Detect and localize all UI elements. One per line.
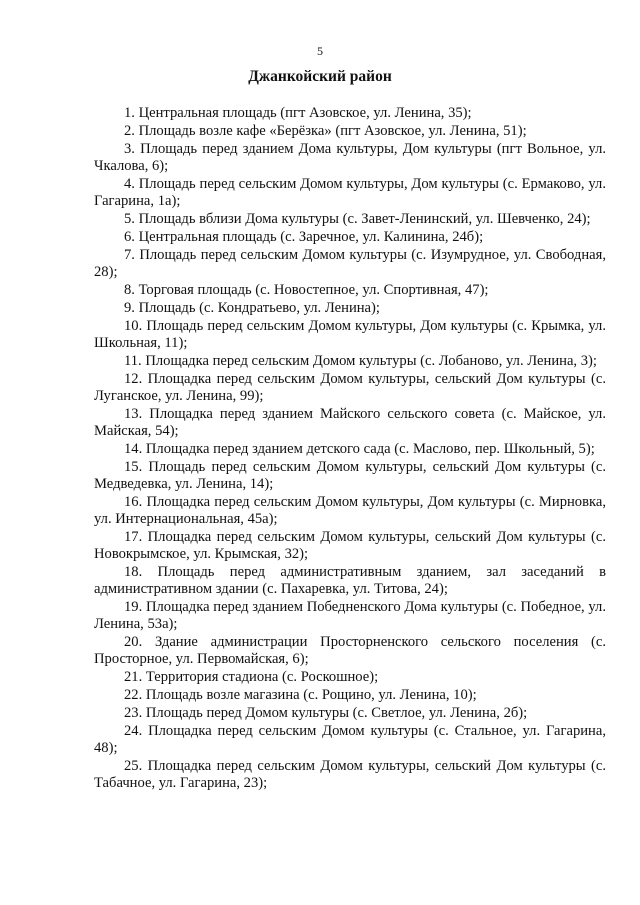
list-item: 12. Площадка перед сельским Домом культуры, сельский Дом культуры (с. Луганское, ул. Ленина, 99); [94, 371, 606, 404]
list-item: 2. Площадь возле кафе «Берёзка» (пгт Азовское, ул. Ленина, 51); [124, 123, 527, 139]
list-item: 13. Площадка перед зданием Майского сельского совета (с. Майское, ул. Майская, 54); [94, 406, 606, 439]
page-number: 5 [317, 44, 323, 58]
list-item: 21. Территория стадиона (с. Роскошное); [124, 669, 379, 685]
list-item: 23. Площадь перед Домом культуры (с. Светлое, ул. Ленина, 2б); [124, 705, 528, 721]
list-item: 16. Площадка перед сельским Домом культуры, Дом культуры (с. Мирновка, ул. Интернациональная, 45а); [94, 494, 606, 527]
list-item: 3. Площадь перед зданием Дома культуры, Дом культуры (пгт Вольное, ул. Чкалова, 6); [94, 141, 606, 174]
list-item: 4. Площадь перед сельским Домом культуры, Дом культуры (с. Ермаково, ул. Гагарина, 1а); [94, 176, 606, 209]
list-item: 24. Площадка перед сельским Домом культуры (с. Стальное, ул. Гагарина, 48); [94, 723, 606, 756]
location-list [94, 105, 606, 793]
list-item: 19. Площадка перед зданием Победненского Дома культуры (с. Победное, ул. Ленина, 53а); [94, 599, 606, 632]
list-item: 22. Площадь возле магазина (с. Рощино, ул. Ленина, 10); [124, 687, 477, 703]
list-item: 18. Площадь перед административным зданием, зал заседаний в административном здании (с. Пахаревка, ул. Титова, 24); [94, 564, 606, 597]
list-item: 25. Площадка перед сельским Домом культуры, сельский Дом культуры (с. Табачное, ул. Гагарина, 23); [94, 758, 606, 791]
list-item: 15. Площадь перед сельским Домом культуры, сельский Дом культуры (с. Медведевка, ул. Ленина, 14); [94, 459, 606, 492]
list-item: 6. Центральная площадь (с. Заречное, ул. Калинина, 24б); [124, 229, 484, 245]
list-item: 11. Площадка перед сельским Домом культуры (с. Лобаново, ул. Ленина, 3); [124, 353, 597, 369]
list-item: 14. Площадка перед зданием детского сада (с. Маслово, пер. Школьный, 5); [124, 441, 595, 457]
list-item: 1. Центральная площадь (пгт Азовское, ул. Ленина, 35); [124, 105, 472, 121]
list-item: 20. Здание администрации Просторненского сельского поселения (с. Просторное, ул. Первомайская, 6); [94, 634, 606, 667]
list-item: 9. Площадь (с. Кондратьево, ул. Ленина); [124, 300, 380, 316]
list-item: 7. Площадь перед сельским Домом культуры (с. Изумрудное, ул. Свободная, 28); [94, 247, 606, 280]
list-item: 5. Площадь вблизи Дома культуры (с. Завет-Ленинский, ул. Шевченко, 24); [124, 211, 591, 227]
list-item: 10. Площадь перед сельским Домом культуры, Дом культуры (с. Крымка, ул. Школьная, 11); [94, 318, 606, 351]
list-item: 17. Площадка перед сельским Домом культуры, сельский Дом культуры (с. Новокрымское, ул. Крымская, 32); [94, 529, 606, 562]
list-item: 8. Торговая площадь (с. Новостепное, ул. Спортивная, 47); [124, 282, 489, 298]
section-heading: Джанкойский район [248, 68, 392, 85]
